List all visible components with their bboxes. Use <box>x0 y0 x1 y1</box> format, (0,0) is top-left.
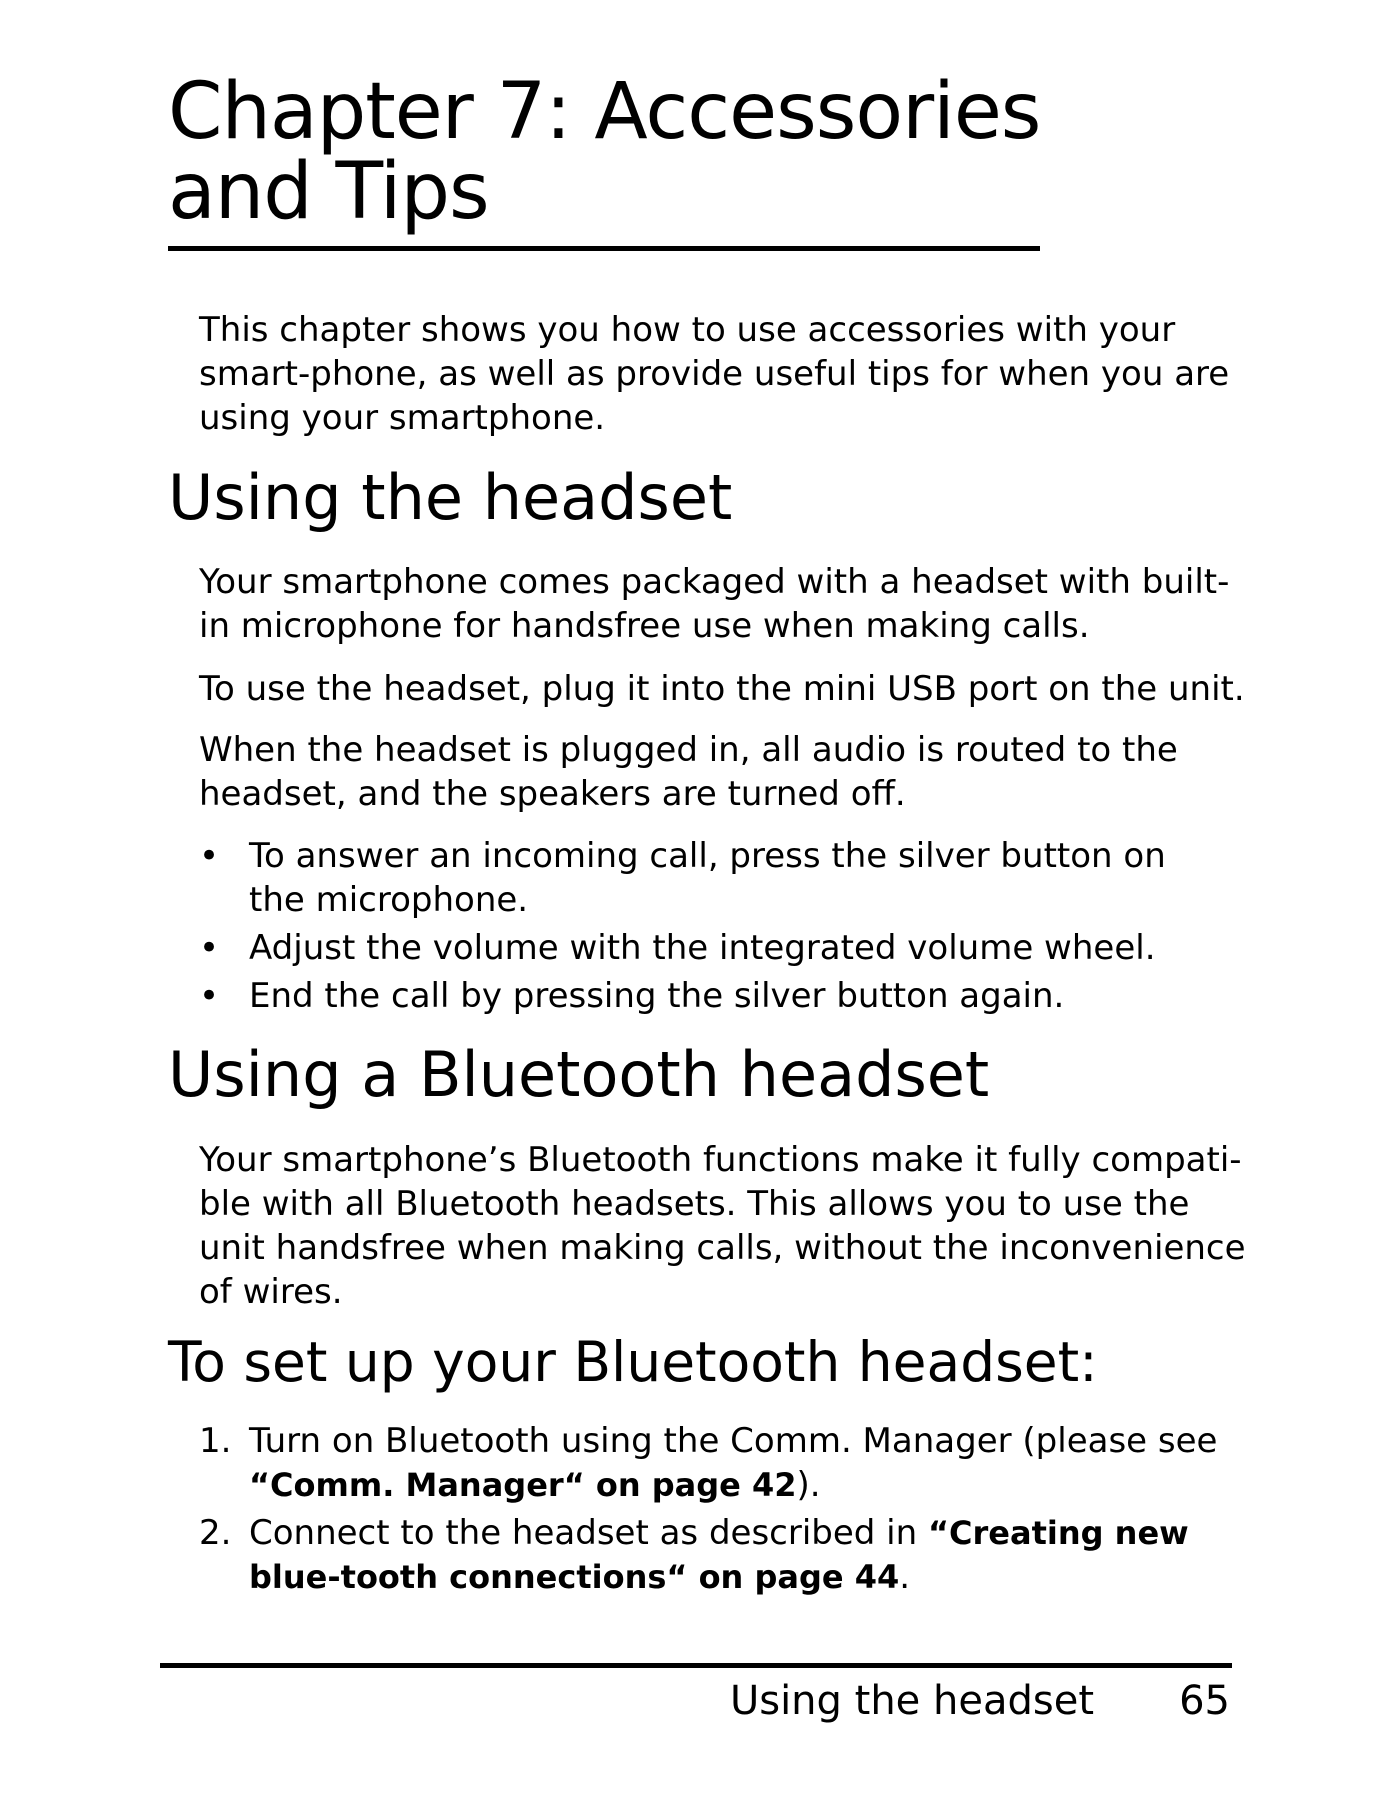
footer-rule <box>160 1663 1232 1668</box>
footer-page-number: 65 <box>1179 1678 1230 1724</box>
bullet-text: Adjust the volume with the integrated volume wheel. <box>249 928 1156 968</box>
bullet-item <box>199 926 1249 970</box>
bullet-marker: • <box>199 928 220 968</box>
bullet-item <box>199 834 1179 922</box>
bullet-marker: • <box>199 836 220 876</box>
bluetooth-setup-steps <box>199 1419 1249 1599</box>
bluetooth-setup-heading: To set up your Bluetooth headset: <box>168 1330 1098 1394</box>
footer-section-title: Using the headset <box>729 1678 1094 1724</box>
chapter-intro: This chapter shows you how to use accessories with your smart-phone, as well as provide useful tips for when you are using your smartphone. <box>199 310 1230 438</box>
section-heading-headset: Using the headset <box>168 461 733 534</box>
headset-paragraph-2: To use the headset, plug it into the mini USB port on the unit. <box>199 669 1245 709</box>
chapter-title-line1: Chapter 7: Accessories <box>168 67 1041 157</box>
chapter-title-rule <box>168 246 1040 251</box>
step-text-before: Turn on Bluetooth using the Comm. Manager (please see <box>249 1421 1218 1461</box>
step-cross-reference-link[interactable]: “Comm. Manager“ on page 42 <box>249 1466 797 1504</box>
step-number: 2. <box>199 1513 232 1553</box>
chapter-title <box>168 67 1068 237</box>
step-item <box>199 1419 1249 1507</box>
headset-paragraph-1: Your smartphone comes packaged with a headset with built-in microphone for handsfree use when making calls. <box>199 562 1230 646</box>
step-cross-reference-link[interactable]: “Creating new blue-tooth connections“ on page 44 <box>249 1514 1189 1596</box>
section-heading-bluetooth: Using a Bluetooth headset <box>168 1038 990 1111</box>
bullet-item <box>199 974 1249 1018</box>
bullet-marker: • <box>199 976 220 1016</box>
step-text-after: ). <box>796 1465 821 1505</box>
bullet-text: To answer an incoming call, press the silver button on the microphone. <box>249 836 1166 920</box>
step-text-before: Connect to the headset as described in <box>249 1513 928 1553</box>
step-number: 1. <box>199 1421 232 1461</box>
bluetooth-paragraph-1: Your smartphone’s Bluetooth functions make it fully compati-ble with all Bluetooth headsets. This allows you to use the unit handsfree when making calls, without the inconvenience of wires. <box>199 1140 1246 1312</box>
bullet-text: End the call by pressing the silver button again. <box>249 976 1065 1016</box>
step-item <box>199 1511 1249 1599</box>
chapter-title-line2: and Tips <box>168 147 489 237</box>
step-text-after: . <box>899 1557 911 1597</box>
headset-bullet-list <box>199 834 1249 1018</box>
headset-paragraph-3: When the headset is plugged in, all audio is routed to the headset, and the speakers are turned off. <box>199 730 1178 814</box>
